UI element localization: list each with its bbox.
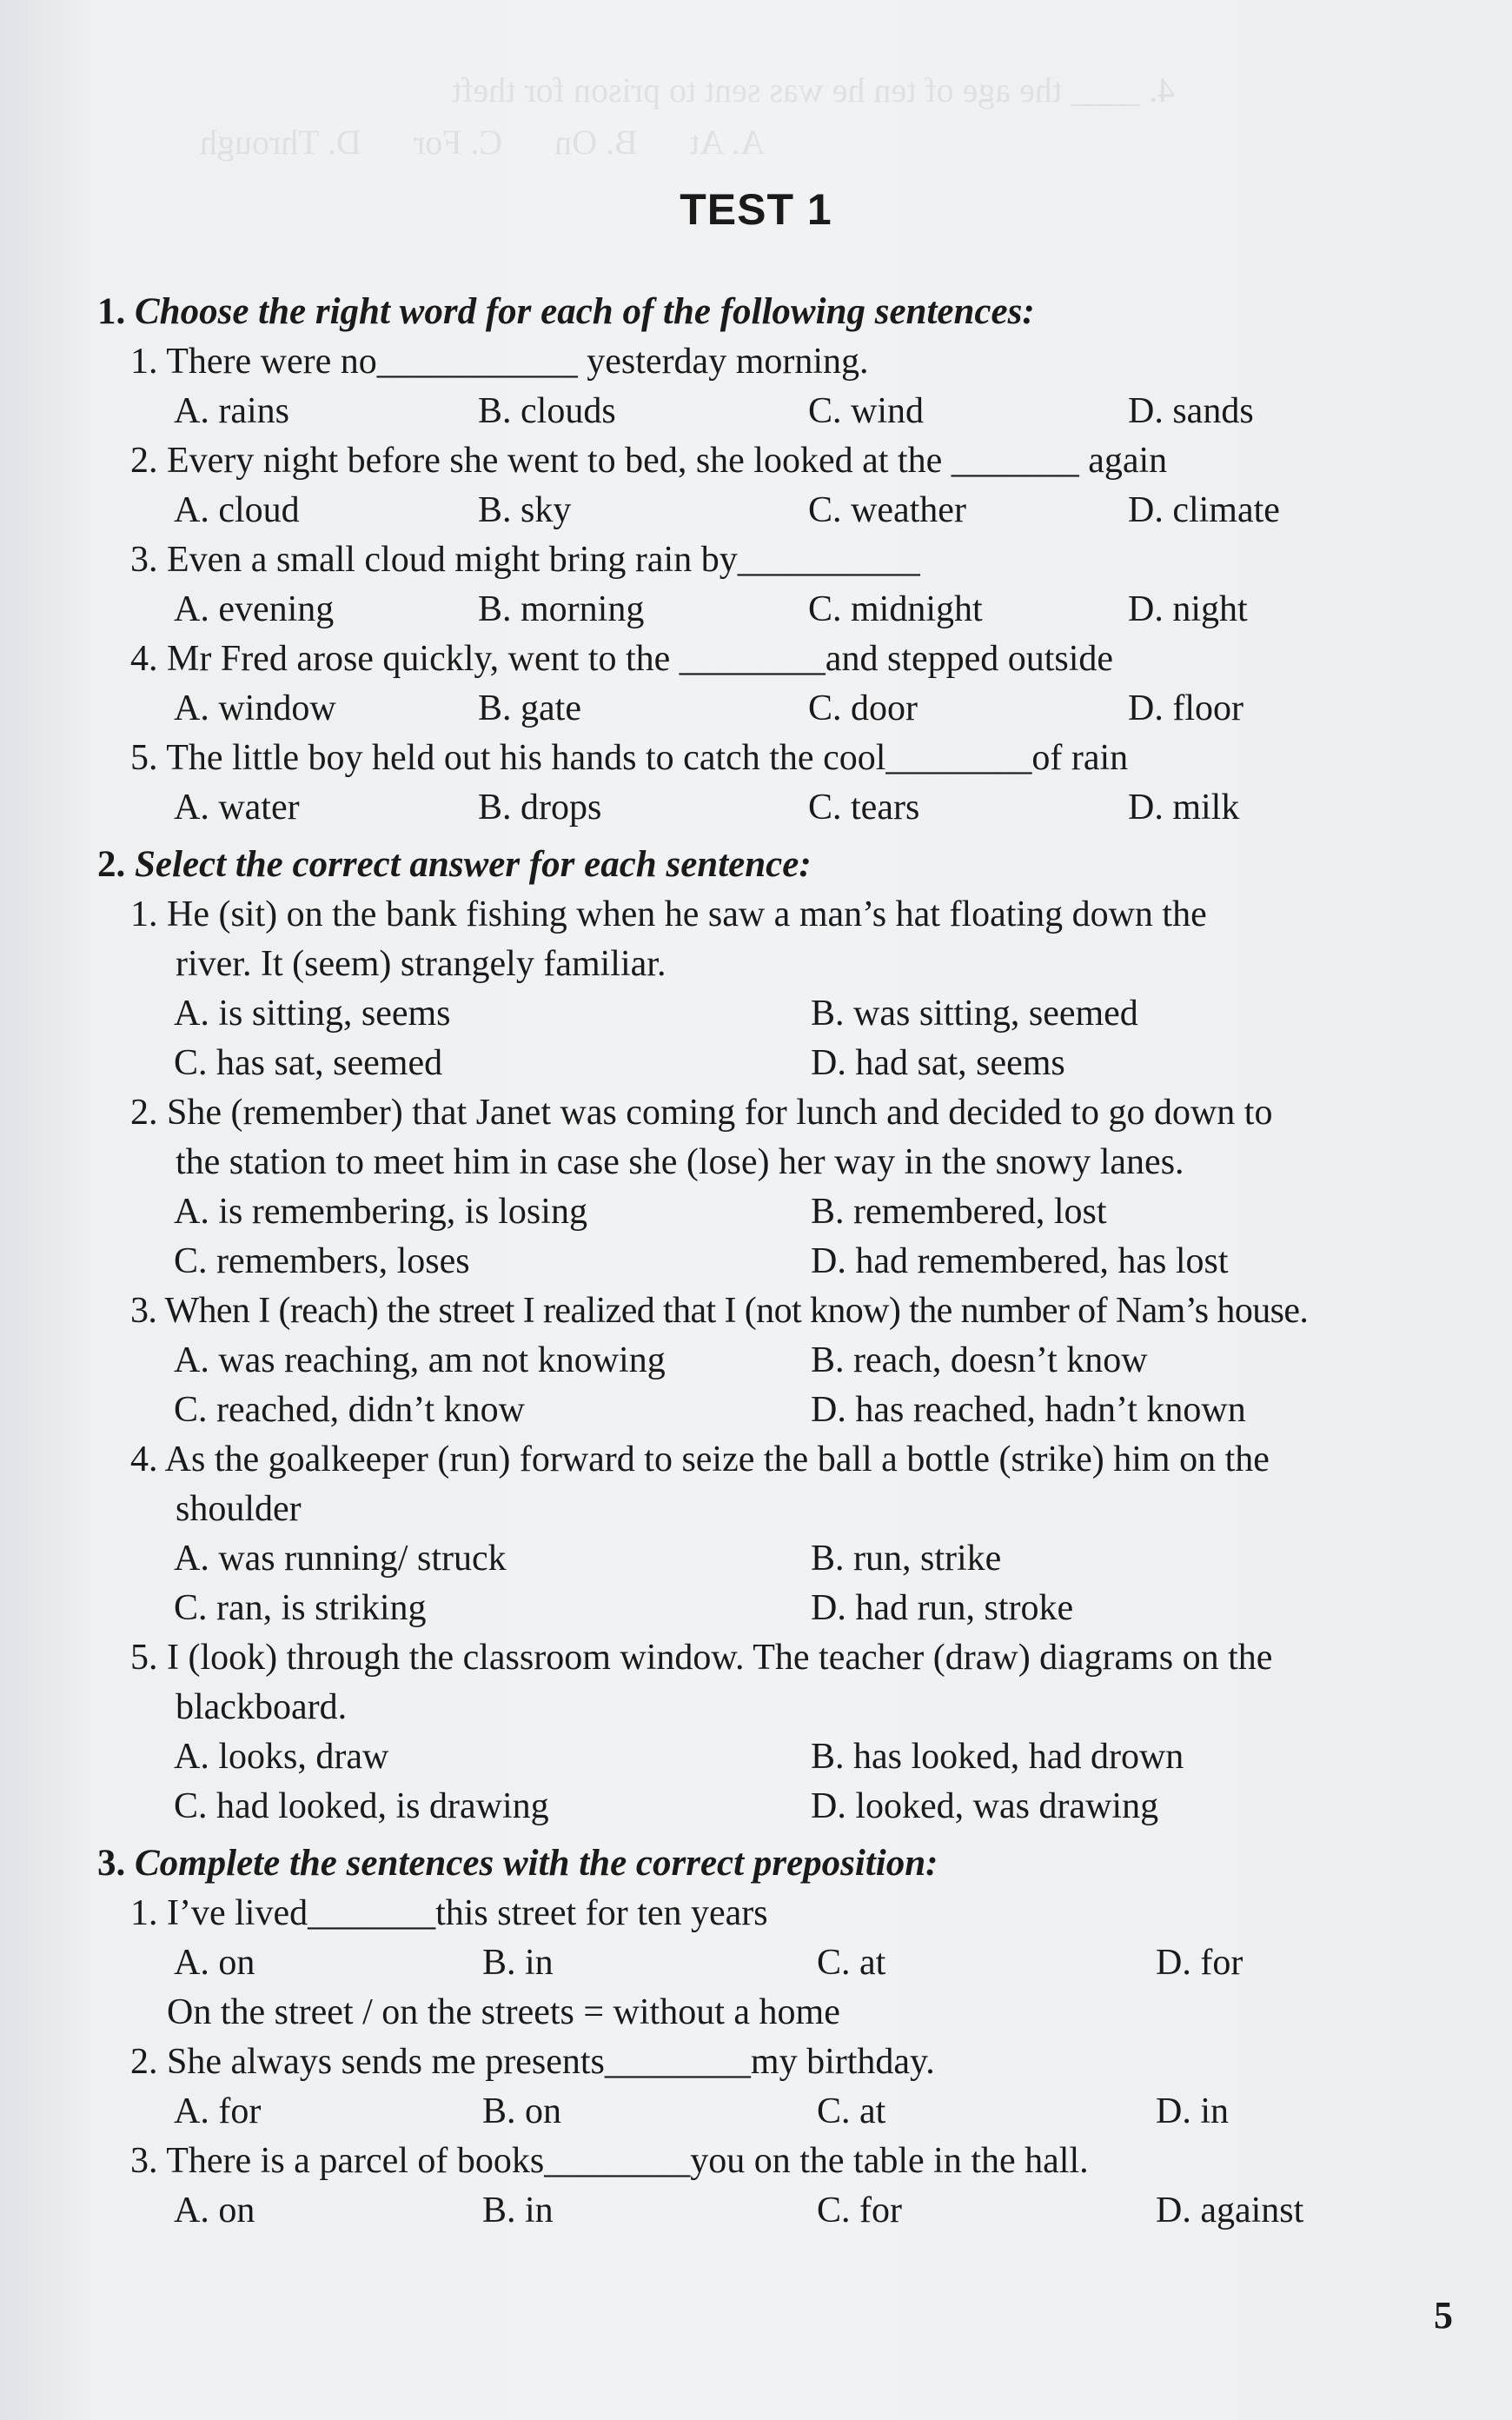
option-c: C. has sat, seemed	[174, 1043, 443, 1083]
option-c: C. wind	[808, 391, 925, 431]
answer-options	[97, 1732, 1453, 1782]
section-number: 3.	[97, 1843, 126, 1884]
answer-options	[97, 1187, 1453, 1237]
option-b: B. morning	[478, 589, 645, 629]
option-d: D. had run, stroke	[811, 1588, 1074, 1628]
option-a: A. on	[174, 1943, 255, 1983]
answer-options	[97, 585, 1453, 635]
option-b: B. sky	[478, 490, 572, 530]
show-through-text: A. At B. On C. For D. Through	[200, 123, 766, 162]
answer-options	[97, 1534, 1453, 1584]
option-c: C. ran, is striking	[174, 1588, 427, 1628]
question-text: 4. Mr Fred arose quickly, went to the ________and stepped outside	[130, 639, 1114, 679]
option-a: A. evening	[174, 589, 335, 629]
option-d: D. had remembered, has lost	[811, 1241, 1229, 1281]
option-b: B. run, strike	[811, 1539, 1002, 1579]
option-d: D. has reached, hadn’t known	[811, 1390, 1246, 1430]
option-a: A. rains	[174, 391, 289, 431]
question-text: 1. I’ve lived_______this street for ten years	[130, 1893, 768, 1933]
question-text: 2. She always sends me presents________my birthday.	[130, 2042, 935, 2082]
option-b: B. on	[482, 2091, 562, 2131]
question-text-continued: river. It (seem) strangely familiar.	[176, 944, 666, 984]
option-d: D. in	[1156, 2091, 1229, 2131]
answer-options	[97, 989, 1453, 1039]
option-c: C. had looked, is drawing	[174, 1786, 549, 1826]
option-a: A. looks, draw	[174, 1737, 389, 1777]
section-3-heading	[97, 1838, 1453, 1889]
answer-options	[97, 1237, 1453, 1286]
page-number: 5	[1434, 2294, 1453, 2337]
answer-options	[97, 1039, 1453, 1088]
option-c: C. door	[808, 688, 918, 728]
option-a: A. cloud	[174, 490, 300, 530]
question-text: 5. The little boy held out his hands to catch the cool________of rain	[130, 738, 1129, 778]
option-a: A. was reaching, am not knowing	[174, 1340, 666, 1380]
question-text: 2. She (remember) that Janet was coming for lunch and decided to go down to	[130, 1093, 1273, 1133]
answer-options	[97, 486, 1453, 535]
section-instruction: Complete the sentences with the correct preposition:	[135, 1843, 938, 1884]
option-d: D. milk	[1128, 788, 1240, 828]
show-through-text: 4. ____ the age of ten he was sent to prison for theft	[452, 70, 1176, 110]
option-b: B. gate	[478, 688, 581, 728]
answer-options	[97, 1782, 1453, 1832]
option-a: A. window	[174, 688, 336, 728]
option-d: D. climate	[1128, 490, 1280, 530]
option-b: B. in	[482, 2191, 554, 2231]
question-text: 4. As the goalkeeper (run) forward to seize the ball a bottle (strike) him on the	[130, 1439, 1270, 1479]
option-b: B. drops	[478, 788, 602, 828]
option-d: D. against	[1156, 2191, 1304, 2231]
exercise-content	[97, 287, 1453, 2236]
option-c: C. tears	[808, 788, 920, 828]
option-c: C. for	[817, 2191, 902, 2231]
option-c: C. at	[817, 1943, 886, 1983]
option-d: D. looked, was drawing	[811, 1786, 1159, 1826]
option-a: A. was running/ struck	[174, 1539, 507, 1579]
option-d: D. for	[1156, 1943, 1243, 1983]
option-c: C. weather	[808, 490, 966, 530]
section-1-heading	[97, 287, 1453, 337]
option-a: A. on	[174, 2191, 255, 2231]
question-text-continued: the station to meet him in case she (lose) her way in the snowy lanes.	[176, 1142, 1184, 1182]
option-a: A. for	[174, 2091, 262, 2131]
question-text: 1. He (sit) on the bank fishing when he saw a man’s hat floating down the	[130, 894, 1207, 934]
question-text-continued: shoulder	[176, 1489, 302, 1529]
option-c: C. remembers, loses	[174, 1241, 470, 1281]
option-c: C. reached, didn’t know	[174, 1390, 525, 1430]
option-a: A. water	[174, 788, 300, 828]
answer-options	[97, 1336, 1453, 1386]
option-b: B. has looked, had drown	[811, 1737, 1184, 1777]
option-b: B. clouds	[478, 391, 616, 431]
question-text: 1. There were no___________ yesterday morning.	[130, 342, 869, 382]
page-title: TEST 1	[680, 185, 832, 234]
section-number: 1.	[97, 291, 126, 332]
option-d: D. had sat, seems	[811, 1043, 1065, 1083]
section-instruction: Select the correct answer for each sentence:	[135, 844, 812, 885]
option-a: A. is sitting, seems	[174, 994, 451, 1034]
answer-options	[97, 2087, 1453, 2137]
section-2-heading	[97, 840, 1453, 890]
question-text: 3. When I (reach) the street I realized that I (not know) the number of Nam’s house.	[130, 1291, 1309, 1331]
option-d: D. sands	[1128, 391, 1254, 431]
answer-options	[97, 387, 1453, 436]
option-c: C. at	[817, 2091, 886, 2131]
answer-options	[97, 1938, 1453, 1988]
option-d: D. floor	[1128, 688, 1243, 728]
question-text-continued: blackboard.	[176, 1687, 348, 1727]
section-number: 2.	[97, 844, 126, 885]
option-d: D. night	[1128, 589, 1248, 629]
section-instruction: Choose the right word for each of the following sentences:	[135, 291, 1035, 332]
option-c: C. midnight	[808, 589, 983, 629]
usage-note: On the street / on the streets = without a home	[167, 1992, 840, 2032]
option-b: B. remembered, lost	[811, 1192, 1107, 1232]
answer-options	[97, 783, 1453, 833]
option-b: B. reach, doesn’t know	[811, 1340, 1148, 1380]
answer-options	[97, 1386, 1453, 1435]
question-text: 3. There is a parcel of books________you on the table in the hall.	[130, 2141, 1089, 2181]
option-b: B. was sitting, seemed	[811, 994, 1138, 1034]
option-a: A. is remembering, is losing	[174, 1192, 587, 1232]
question-text: 2. Every night before she went to bed, she looked at the _______ again	[130, 441, 1168, 481]
answer-options	[97, 2186, 1453, 2236]
answer-options	[97, 684, 1453, 734]
question-text: 3. Even a small cloud might bring rain by__________	[130, 540, 920, 580]
answer-options	[97, 1584, 1453, 1633]
question-text: 5. I (look) through the classroom window. The teacher (draw) diagrams on the	[130, 1638, 1273, 1678]
option-b: B. in	[482, 1943, 554, 1983]
